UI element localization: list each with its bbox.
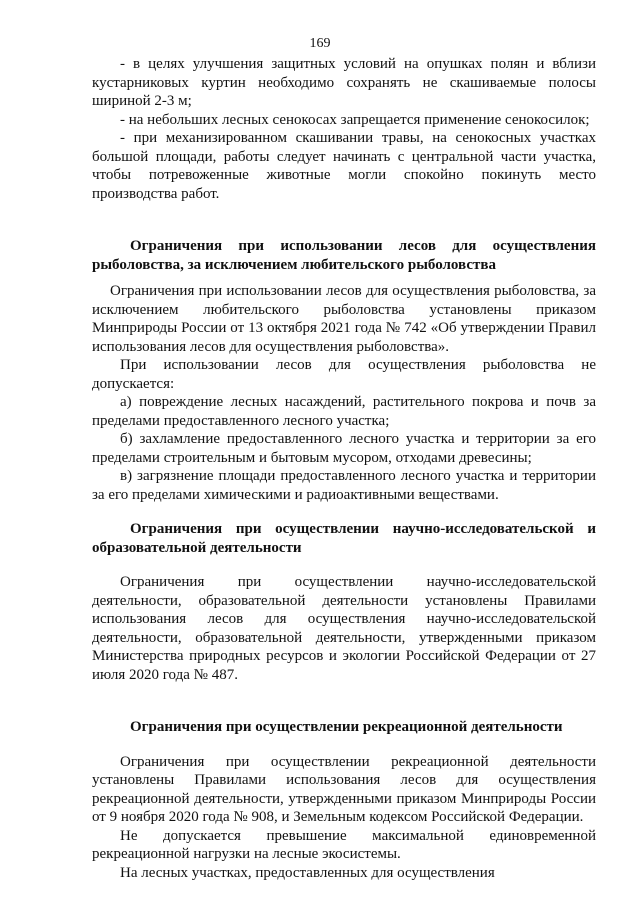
paragraph: Ограничения при использовании лесов для осуществления рыболовства, за исключением любительского рыболовства установлены приказом Минприроды России от 13 октября 2021 года № 742 «Об утверждении Правил использования лесов для осуществления рыболовства». — [92, 283, 596, 355]
list-item: б) захламление предоставленного лесного участка и территории за его пределами строительным и бытовым мусором, отходами древесины; — [92, 431, 596, 466]
paragraph: На лесных участках, предоставленных для осуществления — [120, 864, 495, 881]
list-item: а) повреждение лесных насаждений, растительного покрова и почв за пределами предоставленного лесного участка; — [92, 394, 596, 429]
page-number: 169 — [309, 36, 331, 51]
section-heading-fishing: Ограничения при использовании лесов для осуществления рыболовства, за исключением любительского рыболовства — [92, 238, 596, 273]
document-body — [92, 55, 596, 882]
paragraph: При использовании лесов для осуществления рыболовства не допускается: — [92, 357, 596, 392]
paragraph: Ограничения при осуществлении научно-исследовательской деятельности, образовательной деятельности установлены Правилами использования лесов для осуществления научно-исследовательской деятельности, образовательной деятельности, утвержденными приказом Министерства природных ресурсов и экологии Российской Федерации от 27 июля 2020 года № 487. — [92, 574, 596, 683]
list-item: - в целях улучшения защитных условий на опушках полян и вблизи кустарниковых куртин необходимо сохранять не скашиваемые полосы шириной 2-3 м; — [92, 56, 596, 109]
paragraph: Ограничения при осуществлении рекреационной деятельности установлены Правилами использования лесов для осуществления рекреационной деятельности, утвержденными приказом Минприроды России от 9 ноября 2020 года № 908, и Земельным кодексом Российской Федерации. — [92, 753, 596, 825]
paragraph: Не допускается превышение максимальной единовременной рекреационной нагрузки на лесные экосистемы. — [92, 827, 596, 862]
list-item: - на небольших лесных сенокосах запрещается применение сенокосилок; — [120, 111, 590, 128]
list-item: в) загрязнение площади предоставленного лесного участка и территории за его пределами химическими и радиоактивными веществами. — [92, 468, 596, 503]
section-heading-research: Ограничения при осуществлении научно-исследовательской и образовательной деятельности — [92, 521, 596, 556]
list-item: - при механизированном скашивании травы, на сенокосных участках большой площади, работы следует начинать с центральной части участка, чтобы потревоженные животные могли спокойно покинуть место производства работ. — [92, 130, 596, 202]
section-heading-recreation: Ограничения при осуществлении рекреационной деятельности — [130, 719, 563, 735]
